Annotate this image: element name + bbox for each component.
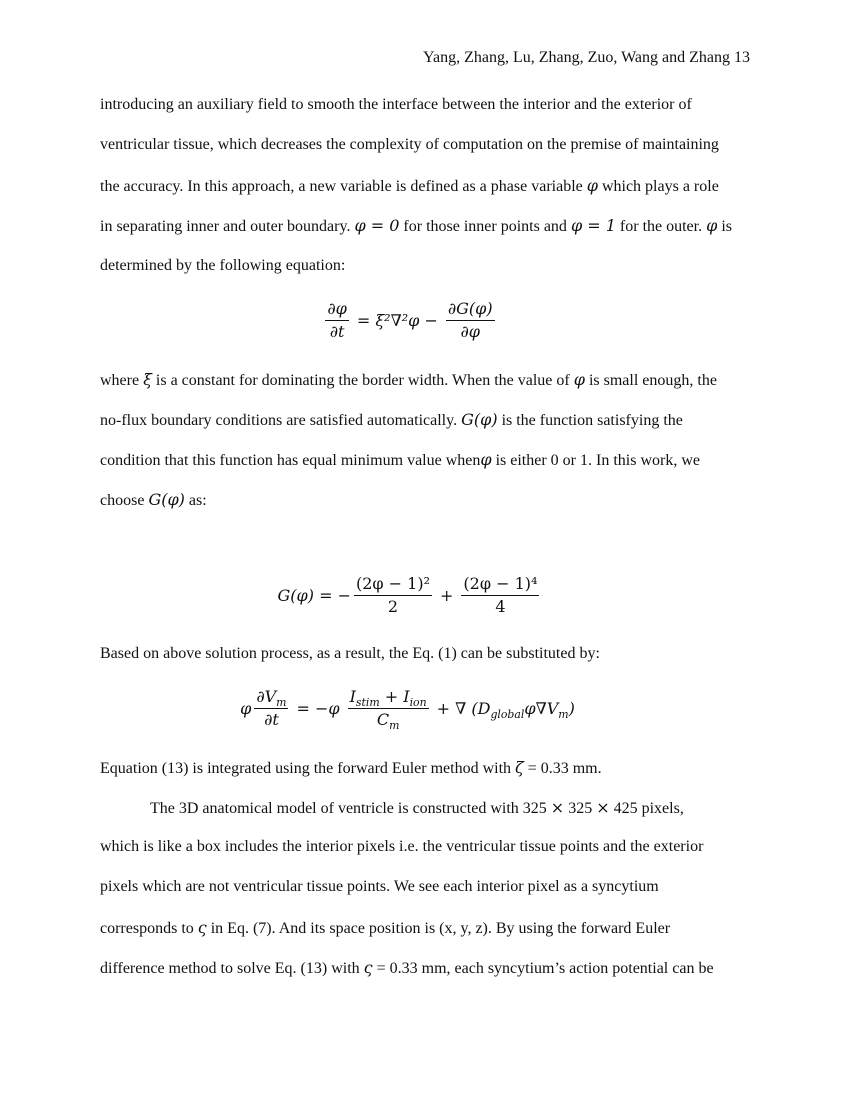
paragraph-line: where ξ is a constant for dominating the border width. When the value of φ is small enough, the (100, 370, 717, 389)
paragraph-line: condition that this function has equal minimum value whenφ is either 0 or 1. In this work, we (100, 450, 700, 469)
paragraph-line: in separating inner and outer boundary. φ = 0 for those inner points and φ = 1 for the outer. φ is (100, 216, 732, 235)
paragraph-line: no-flux boundary conditions are satisfied automatically. G(φ) is the function satisfying the (100, 410, 683, 429)
paragraph-line: the accuracy. In this approach, a new variable is defined as a phase variable φ which plays a role (100, 176, 719, 195)
paragraph-line: corresponds to ς in Eq. (7). And its space position is (x, y, z). By using the forward Euler (100, 918, 671, 937)
paragraph-line: determined by the following equation: (100, 257, 346, 274)
equation-phase-field: $\frac{\partial\varphi}{\partial t}$ = ξ²∇²φ − $\frac{\partial G(\varphi)}{\partial\varphi}$ (327, 299, 493, 342)
paragraph-line: ventricular tissue, which decreases the complexity of computation on the premise of maintaining (100, 136, 719, 153)
paragraph-line: pixels which are not ventricular tissue points. We see each interior pixel as a syncytium (100, 878, 659, 895)
paragraph-line: difference method to solve Eq. (13) with ς = 0.33 mm, each syncytium’s action potential can be (100, 958, 714, 977)
equation-g-phi: G(φ) = − $\frac{\text{(2φ − 1)²}}{2}$ + $\frac{\text{(2φ − 1)⁴}}{4}$ (277, 574, 538, 617)
paragraph-line: Based on above solution process, as a result, the Eq. (1) can be substituted by: (100, 645, 600, 662)
running-head: Yang, Zhang, Lu, Zhang, Zuo, Wang and Zhang 13 (423, 49, 750, 66)
paragraph-line: introducing an auxiliary field to smooth the interface between the interior and the exterior of (100, 96, 692, 113)
paragraph-line: which is like a box includes the interior pixels i.e. the ventricular tissue points and the exterior (100, 838, 704, 855)
paragraph-line: Equation (13) is integrated using the forward Euler method with ζ = 0.33 mm. (100, 758, 602, 777)
equation-membrane: φ $\frac{\partial V_m}{\partial t}$ = −φ $\frac{I_{stim} + I_{ion}}{C_m}$ + ∇ $(D_{global}\varphi\nabla V_m)$ (240, 687, 575, 733)
paragraph-line: The 3D anatomical model of ventricle is constructed with 325 × 325 × 425 pixels, (150, 798, 684, 817)
paragraph-line: choose G(φ) as: (100, 490, 207, 509)
